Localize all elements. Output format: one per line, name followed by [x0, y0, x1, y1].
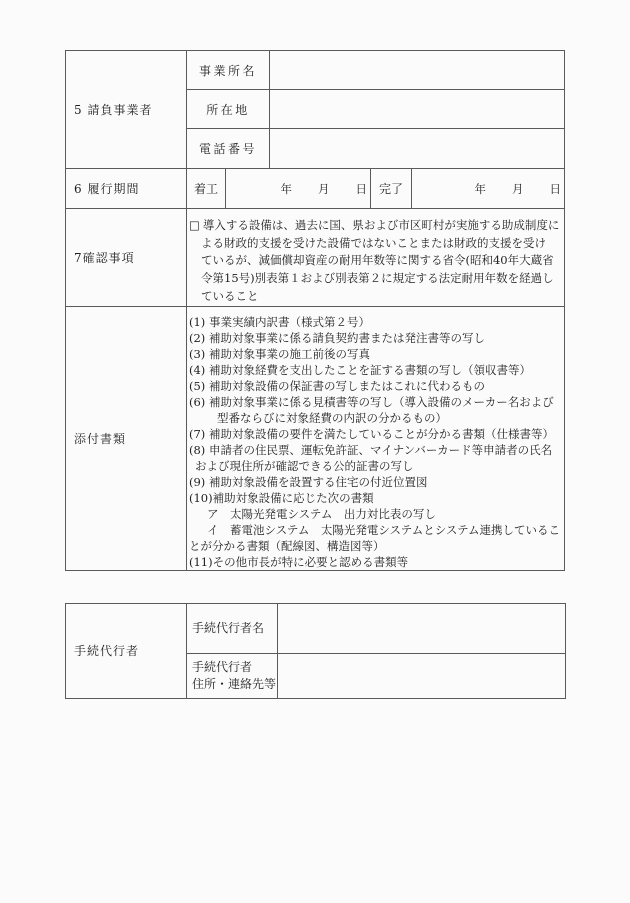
table-row [66, 209, 565, 307]
attachment-item: 型番ならびに対象経費の内訳の分かるもの） [217, 410, 447, 425]
table-row [66, 169, 565, 209]
start-label: 着工 [187, 169, 226, 209]
day-unit-label: 日 [355, 181, 368, 196]
attachment-item: (4) 補助対象経費を支出したことを証する書類の写し（領収書等） [189, 362, 531, 377]
month-unit-label: 月 [512, 181, 524, 196]
table-row [66, 51, 565, 90]
confirmation-text [187, 209, 564, 306]
day-unit-label: 日 [549, 181, 562, 196]
period-row-label: 6 履行期間 [66, 169, 187, 209]
procedure-agent-table [65, 603, 566, 699]
year-unit-label: 年 [474, 181, 487, 196]
confirmation-line: ているが、減価償却資産の耐用年数等に関する省令(昭和40年大蔵省 [201, 253, 554, 268]
agent-contact-label-line1: 手続代行者 [192, 659, 253, 674]
attachment-item: (2) 補助対象事業に係る請負契約書または発注書等の写し [189, 330, 485, 345]
business-name-label: 事業所名 [187, 51, 270, 90]
confirmation-line: □ 導入する設備は、過去に国、県および市区町村が実施する助成制度に [189, 218, 560, 232]
table-row [66, 306, 565, 570]
contractor-row-label: 5 請負事業者 [66, 51, 187, 169]
start-date-input[interactable] [226, 169, 371, 209]
attachment-item: (8) 申請者の住民票、運転免許証、マイナンバーカード等申請者の氏名 [189, 442, 553, 457]
attachment-item: (10)補助対象設備に応じた次の書類 [189, 490, 374, 505]
attachment-item: および現住所が確認できる公的証書の写し [195, 458, 414, 473]
month-unit-label: 月 [318, 181, 330, 196]
agent-name-input[interactable] [278, 603, 566, 653]
address-input[interactable] [270, 90, 565, 129]
attachment-item: (5) 補助対象設備の保証書の写しまたはこれに代わるもの [189, 378, 485, 393]
attachment-item: とが分かる書類（配線図、構造図等） [189, 538, 385, 553]
attachment-item: (1) 事業実績内訳書（様式第２号） [189, 314, 370, 329]
table-row [66, 603, 566, 653]
address-label: 所在地 [187, 90, 270, 129]
confirmation-cell [187, 209, 565, 307]
checkbox-icon[interactable]: □ [189, 218, 200, 232]
attachments-list [187, 307, 564, 570]
agent-row-label: 手続代行者 [66, 603, 187, 698]
business-name-input[interactable] [270, 51, 565, 90]
phone-number-label: 電話番号 [187, 129, 270, 169]
agent-contact-label-line2: 住所・連絡先等 [192, 676, 277, 691]
attachment-item: イ 蓄電池システム 太陽光発電システムとシステム連携しているこ [207, 522, 561, 537]
attachment-item: (7) 補助対象設備の要件を満たしていることが分かる書類（仕様書等） [189, 426, 554, 441]
attachment-item: (9) 補助対象設備を設置する住宅の付近位置図 [189, 474, 428, 489]
attachment-item: (3) 補助対象事業の施工前後の写真 [189, 346, 370, 361]
attachments-row-label: 添付書類 [66, 306, 187, 570]
attachment-item: ア 太陽光発電システム 出力対比表の写し [207, 506, 436, 521]
application-form-table [65, 50, 565, 571]
completion-label: 完了 [371, 169, 412, 209]
confirmation-line: 令第15号)別表第１および別表第２に規定する法定耐用年数を経過し [201, 271, 554, 286]
agent-contact-input[interactable] [278, 653, 566, 698]
attachment-item: (11)その他市長が特に必要と認める書類等 [189, 554, 409, 569]
completion-date-input[interactable] [412, 169, 565, 209]
attachment-item: (6) 補助対象事業に係る見積書等の写し（導入設備のメーカー名および [189, 394, 554, 409]
agent-name-label: 手続代行者名 [187, 603, 278, 653]
confirmation-line: よる財政的支援を受けた設備ではないことまたは財政的支援を受け [201, 235, 546, 250]
year-unit-label: 年 [280, 181, 293, 196]
phone-number-input[interactable] [270, 129, 565, 169]
agent-contact-label [187, 653, 278, 698]
attachments-cell [187, 306, 565, 570]
confirmation-row-label: 7確認事項 [66, 209, 187, 307]
confirmation-line: ていること [201, 288, 259, 303]
